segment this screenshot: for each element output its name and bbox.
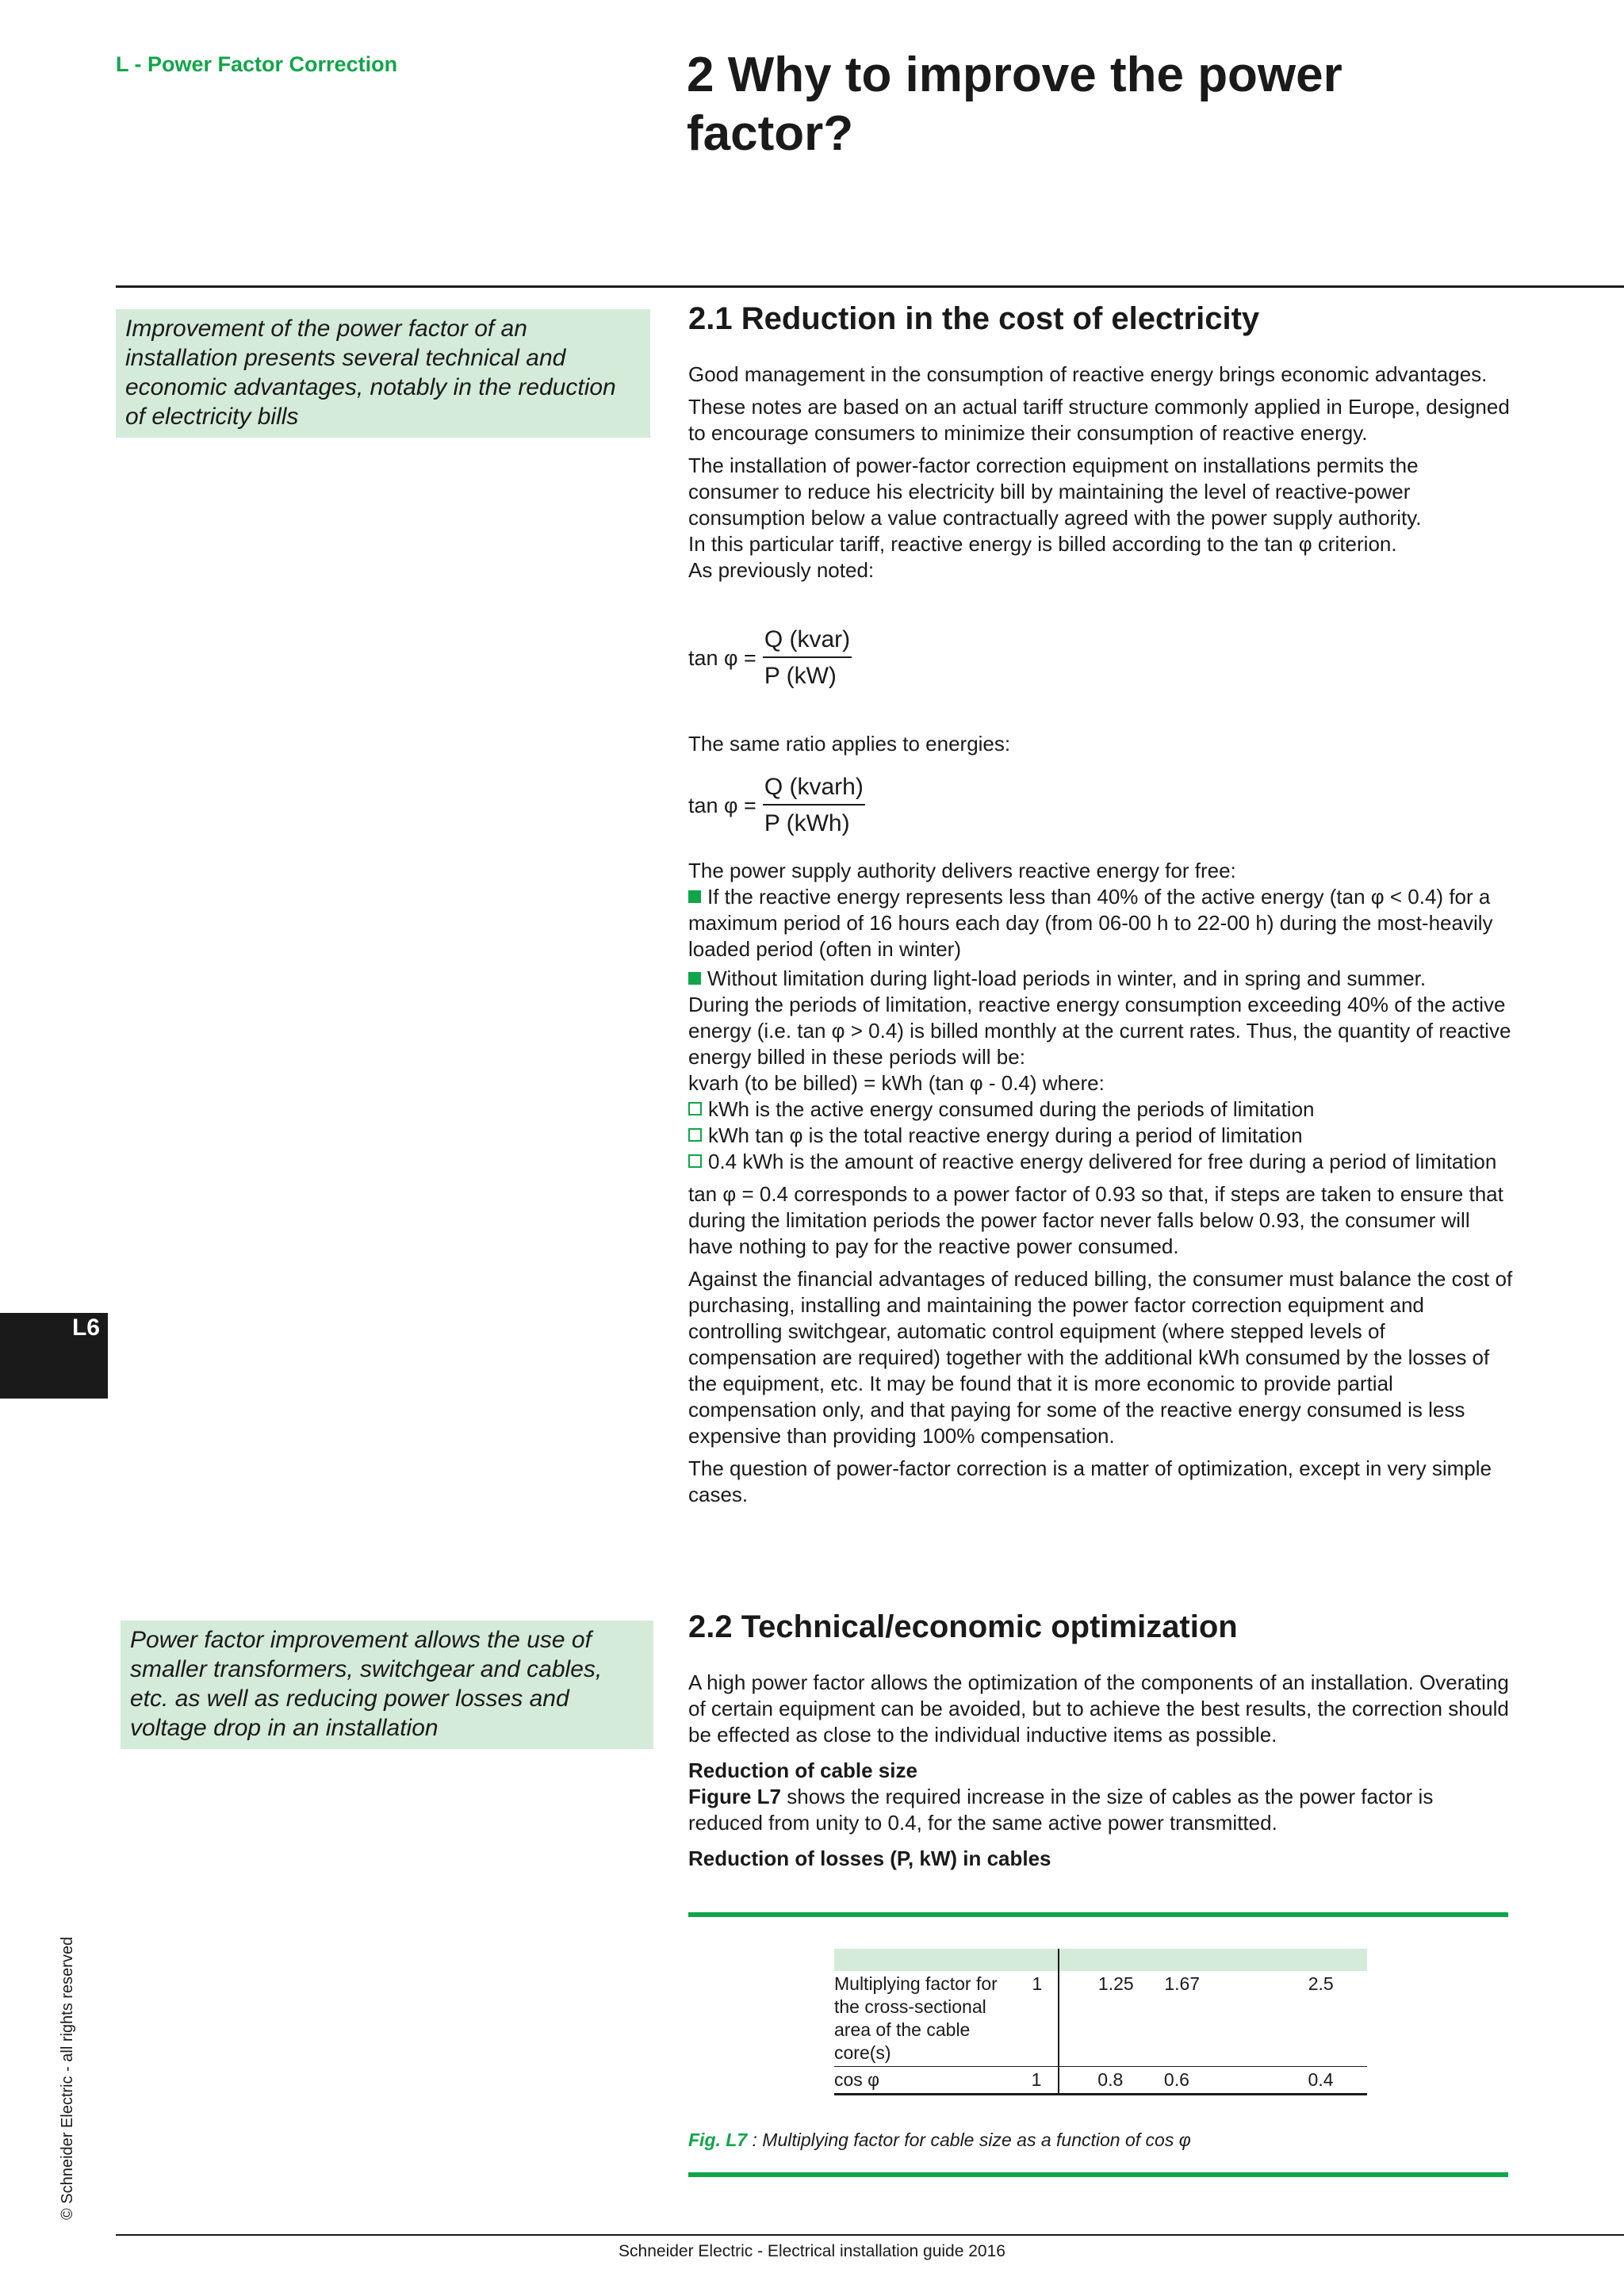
open-square-icon bbox=[688, 1128, 702, 1142]
table-header-band bbox=[834, 1949, 1367, 1971]
formula-tan-phi-energy bbox=[688, 774, 865, 837]
bullet-text: Without limitation during light-load periods in winter, and in spring and summer. bbox=[707, 966, 1427, 990]
formula-fraction bbox=[763, 774, 865, 837]
formula-denominator: P (kWh) bbox=[764, 810, 850, 836]
paragraph: A high power factor allows the optimization of the components of an installation. Overating of certain equipment can be avoided, but to achieve the best results, the correction should be effected as close to the individual inductive items as possible. bbox=[688, 1670, 1509, 1747]
formula-fraction bbox=[763, 626, 852, 690]
sub-heading: Reduction of losses (P, kW) in cables bbox=[688, 1846, 1051, 1870]
sub-bullet-text: 0.4 kWh is the amount of reactive energy delivered for free during a period of limitation bbox=[708, 1150, 1497, 1173]
paragraph: The installation of power-factor correction equipment on installations permits the consumer to reduce his electricity bill by maintaining the level of reactive-power consumption below a value contractually agreed with the power supply authority. bbox=[688, 453, 1422, 530]
sub-bullet-item bbox=[688, 1096, 1513, 1123]
paragraph-text: shows the required increase in the size of cables as the power factor is reduced from unity to 0.4, for the same active power transmitted. bbox=[688, 1785, 1434, 1835]
formula-tan-phi-power bbox=[688, 626, 852, 690]
section-heading-2-1: 2.1 Reduction in the cost of electricity bbox=[688, 301, 1260, 336]
table-row-label: Multiplying factor for the cross-sectional area of the cable core(s) bbox=[834, 1973, 998, 2063]
paragraph: The same ratio applies to energies: bbox=[688, 732, 1011, 756]
column-divider bbox=[1058, 2067, 1059, 2093]
table-cell: 1 bbox=[1032, 1973, 1043, 1994]
figure-reference: Figure L7 bbox=[688, 1785, 782, 1808]
sub-bullet-item bbox=[688, 1123, 1513, 1149]
sub-heading: Reduction of cable size bbox=[688, 1758, 917, 1782]
section-2-1-intro bbox=[688, 362, 1513, 584]
sub-bullet-text: kWh tan φ is the total reactive energy during a period of limitation bbox=[708, 1123, 1303, 1147]
column-divider bbox=[1058, 1949, 1059, 1971]
formula-denominator: P (kW) bbox=[764, 663, 837, 689]
page-number-tab bbox=[0, 1313, 108, 1399]
bottom-divider bbox=[116, 2234, 1624, 2236]
table-cell: 0.6 bbox=[1163, 2069, 1189, 2090]
formula-lhs: tan φ = bbox=[688, 793, 756, 817]
margin-note-optimization: Power factor improvement allows the use of smaller transformers, switchgear and cables, etc. as well as reducing power losses and voltage drop in an installation bbox=[121, 1621, 653, 1749]
bullet-text: If the reactive energy represents less than 40% of the active energy (tan φ < 0.4) for a maximum period of 16 hours each day (from 06-00 h to 22-00 h) during the most-heavily loaded period (often in winter) bbox=[688, 885, 1493, 961]
caption-text: : Multiplying factor for cable size as a function of cos φ bbox=[747, 2130, 1191, 2150]
paragraph: Good management in the consumption of reactive energy brings economic advantages. bbox=[688, 362, 1488, 386]
section-2-1-body bbox=[688, 858, 1513, 1514]
figure-caption bbox=[688, 2130, 1191, 2151]
page-footer: Schneider Electric - Electrical installation guide 2016 bbox=[619, 2242, 1005, 2260]
table-row-label: cos φ bbox=[834, 2069, 880, 2090]
copyright-notice: © Schneider Electric - all rights reserved bbox=[59, 1936, 76, 2220]
formula-lhs: tan φ = bbox=[688, 645, 756, 670]
paragraph: tan φ = 0.4 corresponds to a power factor of 0.93 so that, if steps are taken to ensure that during the limitation periods the power factor never falls below 0.93, the consumer will have nothing to pay for the reactive power consumed. bbox=[688, 1182, 1503, 1258]
table-cell: 1.25 bbox=[1097, 1973, 1134, 1994]
table-row bbox=[834, 1971, 1367, 2067]
table-cell: 0.8 bbox=[1097, 2069, 1124, 2090]
paragraph: As previously noted: bbox=[688, 558, 875, 582]
table-row bbox=[834, 2067, 1367, 2095]
paragraph: During the periods of limitation, reactive energy consumption exceeding 40% of the active energy (i.e. tan φ > 0.4) is billed monthly at the current rates. Thus, the quantity of reactive energy billed in these periods will be: bbox=[688, 993, 1511, 1069]
figure-top-rule bbox=[688, 1912, 1508, 1917]
open-square-icon bbox=[688, 1102, 702, 1115]
column-divider bbox=[1058, 1971, 1059, 2066]
chapter-title: 2 Why to improve the power factor? bbox=[687, 48, 1342, 161]
paragraph: In this particular tariff, reactive energy is billed according to the tan φ criterion. bbox=[688, 532, 1397, 556]
table-cell: 1.67 bbox=[1164, 1973, 1201, 1994]
table-cell: 0.4 bbox=[1308, 2069, 1334, 2090]
sub-bullet-text: kWh is the active energy consumed during the periods of limitation bbox=[708, 1097, 1315, 1121]
figure-bottom-rule bbox=[688, 2172, 1508, 2177]
bullet-square-icon bbox=[688, 972, 701, 985]
paragraph: The question of power-factor correction is a matter of optimization, except in very simple cases. bbox=[688, 1456, 1492, 1506]
open-square-icon bbox=[688, 1154, 702, 1168]
section-heading-2-2: 2.2 Technical/economic optimization bbox=[688, 1609, 1238, 1644]
section-2-2-body bbox=[688, 1670, 1513, 1872]
figure-label: Fig. L7 bbox=[688, 2130, 748, 2150]
formula-numerator: Q (kvarh) bbox=[763, 774, 865, 806]
bullet-item bbox=[688, 884, 1513, 962]
paragraph bbox=[688, 1784, 1513, 1836]
cable-factor-table bbox=[834, 1949, 1367, 2095]
paragraph: These notes are based on an actual tariff structure commonly applied in Europe, designed to encourage consumers to minimize their consumption of reactive energy. bbox=[688, 395, 1510, 445]
paragraph: The power supply authority delivers reactive energy for free: bbox=[688, 859, 1236, 882]
paragraph: kvarh (to be billed) = kWh (tan φ - 0.4) where: bbox=[688, 1071, 1105, 1095]
margin-note-cost: Improvement of the power factor of an installation presents several technical and economic advantages, notably in the reduction of electricity bills bbox=[116, 309, 650, 438]
table-cell: 2.5 bbox=[1308, 1973, 1334, 1994]
top-divider bbox=[116, 285, 1624, 288]
bullet-square-icon bbox=[688, 890, 701, 903]
formula-numerator: Q (kvar) bbox=[763, 626, 852, 658]
sub-bullet-item bbox=[688, 1149, 1513, 1175]
paragraph: Against the financial advantages of reduced billing, the consumer must balance the cost of purchasing, installing and maintaining the power factor correction equipment and controlling switchgear, automatic control equipment (where stepped levels of compensation are required) together with the additional kWh consumed by the losses of the equipment, etc. It may be found that it is more economic to provide partial compensation only, and that paying for some of the reactive energy consumed is less expensive than providing 100% compensation. bbox=[688, 1267, 1513, 1448]
page-number: L6 bbox=[71, 1314, 100, 1341]
table-cell: 1 bbox=[1031, 2069, 1042, 2090]
section-tag: L - Power Factor Correction bbox=[116, 52, 398, 76]
bullet-item bbox=[688, 966, 1513, 992]
